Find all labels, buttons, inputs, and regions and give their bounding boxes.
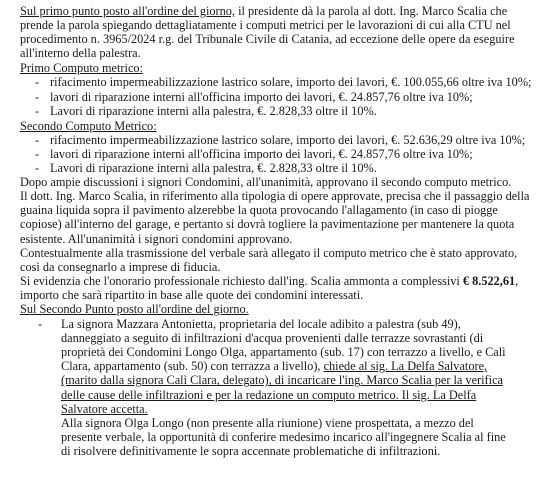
list-item: - rifacimento impermeabilizzazione lastrico solare, importo dei lavori, €. 52.636,29 oltre iva 10%;: [20, 133, 532, 147]
list-item: - lavori di riparazione interni all'officina importo dei lavori, €. 24.857,76 oltre iva 10%;: [20, 147, 532, 161]
discussion-paragraph: Dopo ampie discussioni i signori Condomini, all'unanimità, approvano il secondo computo metrico.: [20, 175, 512, 190]
list-item: - lavori di riparazione interni all'officina importo dei lavori, €. 24.857,76 oltre iva 10%;: [20, 90, 532, 104]
fee-text-before: Si evidenzia che l'onorario professionale richiesto dall'ing. Scalia ammonta a complessivi: [20, 273, 463, 288]
follow-up-paragraph: Alla signora Olga Longo (non presente alla riunione) viene prospettata, a mezzo del presente verbale, la opportunità di conferire medesimo incarico all'ingegnere Scalia al fine di risolvere definitivamente le sopra accennate problematiche di infiltrazioni.: [61, 415, 506, 458]
second-point-text: La signora Mazzara Antonietta, proprietaria del locale adibito a palestra (sub 49), danneggiato a seguito di infiltrazioni d'acqua provenienti dalle terrazze sovrastanti (di proprietà dei Condomini Longo Olga, appartamento (sub. 17) con terrazzo a livello, e Calì Clara, appartamento (sub. 50) con terrazza a livello),: [61, 317, 506, 374]
second-computo-list: [20, 133, 532, 175]
scalia-note-paragraph: Il dott. Ing. Marco Scalia, in riferimento alla tipologia di opere approvate, precisa che il passaggio della guaina liquida sopra il pavimento alzerebbe la quota provocando l'allagamento (in caso di piogge copiose) all'interno del garage, e pertanto si dovrà togliere la pavimentazione per mantenere la quota esistente. All'unanimità i signori condomini approvano.: [20, 189, 530, 246]
second-computo-title: Secondo Computo Metrico:: [20, 118, 157, 133]
first-point-heading: Sul primo punto posto all'ordine del giorno,: [20, 4, 236, 18]
list-item: - rifacimento impermeabilizzazione lastrico solare, importo dei lavori, €. 100.055,66 oltre iva 10%;: [20, 75, 532, 89]
intro-paragraph: [20, 4, 532, 60]
first-computo-list: [20, 75, 532, 117]
fee-text-after: , importo che sarà ripartito in base alle quote dei condomini interessati.: [20, 273, 519, 302]
fee-paragraph: [20, 274, 532, 302]
second-point-heading: Sul Secondo Punto posto all'ordine del giorno.: [20, 301, 249, 316]
contestual-paragraph: Contestualmente alla trasmissione del verbale sarà allegato il computo metrico che è stato approvato, così da consegnarlo a imprese di fiducia.: [20, 245, 518, 274]
second-point-request: chiede al sig. La Delfa Salvatore, (marito dalla signora Calì Clara, delegato), di incaricare l'ing. Marco Scalia per la verifica delle cause delle infiltrazioni e per la redazione un computo metrico. Il sig. La Delfa Salvatore accetta.: [61, 359, 503, 416]
intro-text: il presidente dà la parola al dott. Ing. Marco Scalia che prende la parola spiegando dettagliatamente i computi metrici per le lavorazioni di cui alla CTU nel procedimento n. 3965/2024 r.g. del Tribunale Civile di Catania, ad eccezione delle opere da eseguire all'interno della palestra.: [20, 4, 515, 61]
fee-amount: € 8.522,61: [462, 273, 516, 288]
list-item: - Lavori di riparazione interni alla palestra, €. 2.828,33 oltre il 10%.: [20, 104, 532, 118]
list-item: - Lavori di riparazione interni alla palestra, €. 2.828,33 oltre il 10%.: [20, 161, 532, 175]
list-item: [20, 317, 532, 416]
second-point-list: [20, 317, 532, 416]
first-computo-title: Primo Computo metrico:: [20, 61, 143, 76]
